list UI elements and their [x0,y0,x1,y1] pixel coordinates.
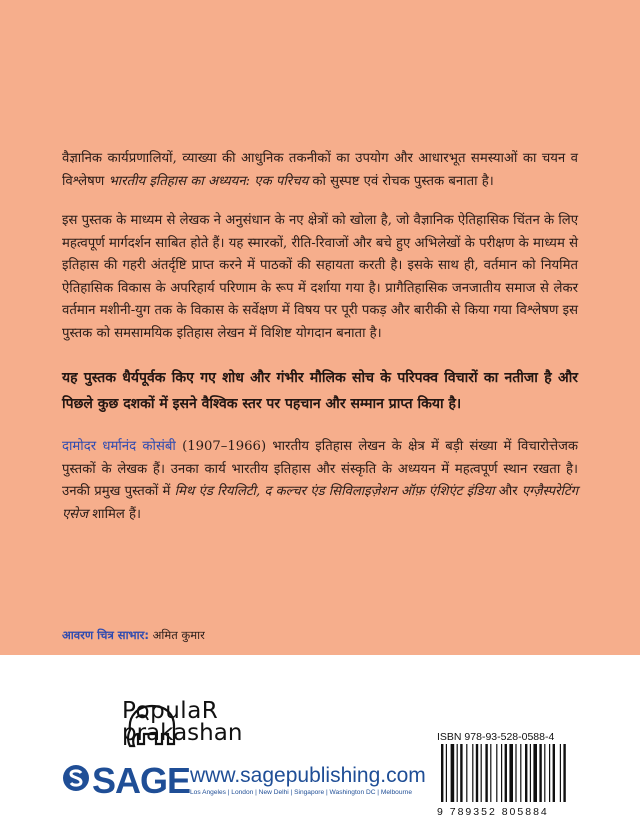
publisher-name: PopulaR prakashan [122,698,243,746]
sage-wordmark: SAGE [92,760,191,801]
barcode-digits: 9 789352 805884 [437,806,549,818]
author-name: दामोदर धर्मानंद कोसंबी [62,439,176,454]
cover-credit: आवरण चित्र साभार: अमित कुमार [62,628,205,642]
highlight-paragraph: यह पुस्तक धैर्यपूर्वक किए गए शोध और गंभीर मौलिक सोच के परिपक्व विचारों का नतीजा है और पिछले कुछ दशकों में इसने वैश्विक स्तर पर पहचान और सम्मान प्राप्त किया है। [62,370,578,412]
barcode [437,744,577,806]
publisher-cities: Los Angeles | London | New Delhi | Singapore | Washington DC | Melbourne [190,789,413,796]
book-title: भारतीय इतिहास का अध्ययन: एक परिचय [108,173,309,189]
intro-paragraph: वैज्ञानिक कार्यप्रणालियों, व्याख्या की आधुनिक तकनीकों का उपयोग और आधारभूत समस्याओं का चयन व विश्लेषण भारतीय इतिहास का अध्ययन: एक परिचय को सुस्पष्ट एवं रोचक पुस्तक बनाता है। [62,151,578,189]
isbn-label: ISBN 978-93-528-0588-4 [437,731,555,743]
description-paragraph: इस पुस्तक के माध्यम से लेखक ने अनुसंधान के नए क्षेत्रों को खोला है, जो वैज्ञानिक ऐतिहासिक चिंतन के लिए महत्वपूर्ण मार्गदर्शन साबित होते हैं। यह स्मारकों, रीति-रिवाजों और बचे हुए अभिलेखों के परीक्षण के माध्यम से इतिहास की गहरी अंतर्दृष्टि प्राप्त करने में पाठकों की सहायता करती है। इसके साथ ही, वर्तमान को नियमित ऐतिहासिक विकास के अपरिहार्य परिणाम के रूप में दर्शाया गया है। प्रागैतिहासिक जनजातीय समाज से लेकर वर्तमान मशीनी-युग तक के विकास के सर्वेक्षण में विषय पर पूरी पकड़ और बारीकी से किया गया विश्लेषण इस पुस्तक को समसामयिक इतिहास लेखन में विशिष्ट योगदान बनाता है। [62,213,578,341]
author-bio-paragraph: दामोदर धर्मानंद कोसंबी (1907–1966) भारतीय इतिहास लेखन के क्षेत्र में बड़ी संख्या में विचारोत्तेजक पुस्तकों के लेखक हैं। उनका कार्य भारतीय इतिहास और संस्कृति के अध्ययन में महत्वपूर्ण स्थान रखता है। उनकी प्रमुख पुस्तकों में मिथ एंड रियलिटी, द कल्चर एंड सिविलाइज़ेशन ऑफ़ एंशिएंट इंडिया और एग्ज़ैस्परेटिंग एसेज शामिल हैं। [62,439,579,522]
sage-logo-icon [62,764,90,792]
publisher-url: www.sagepublishing.com [190,764,426,787]
